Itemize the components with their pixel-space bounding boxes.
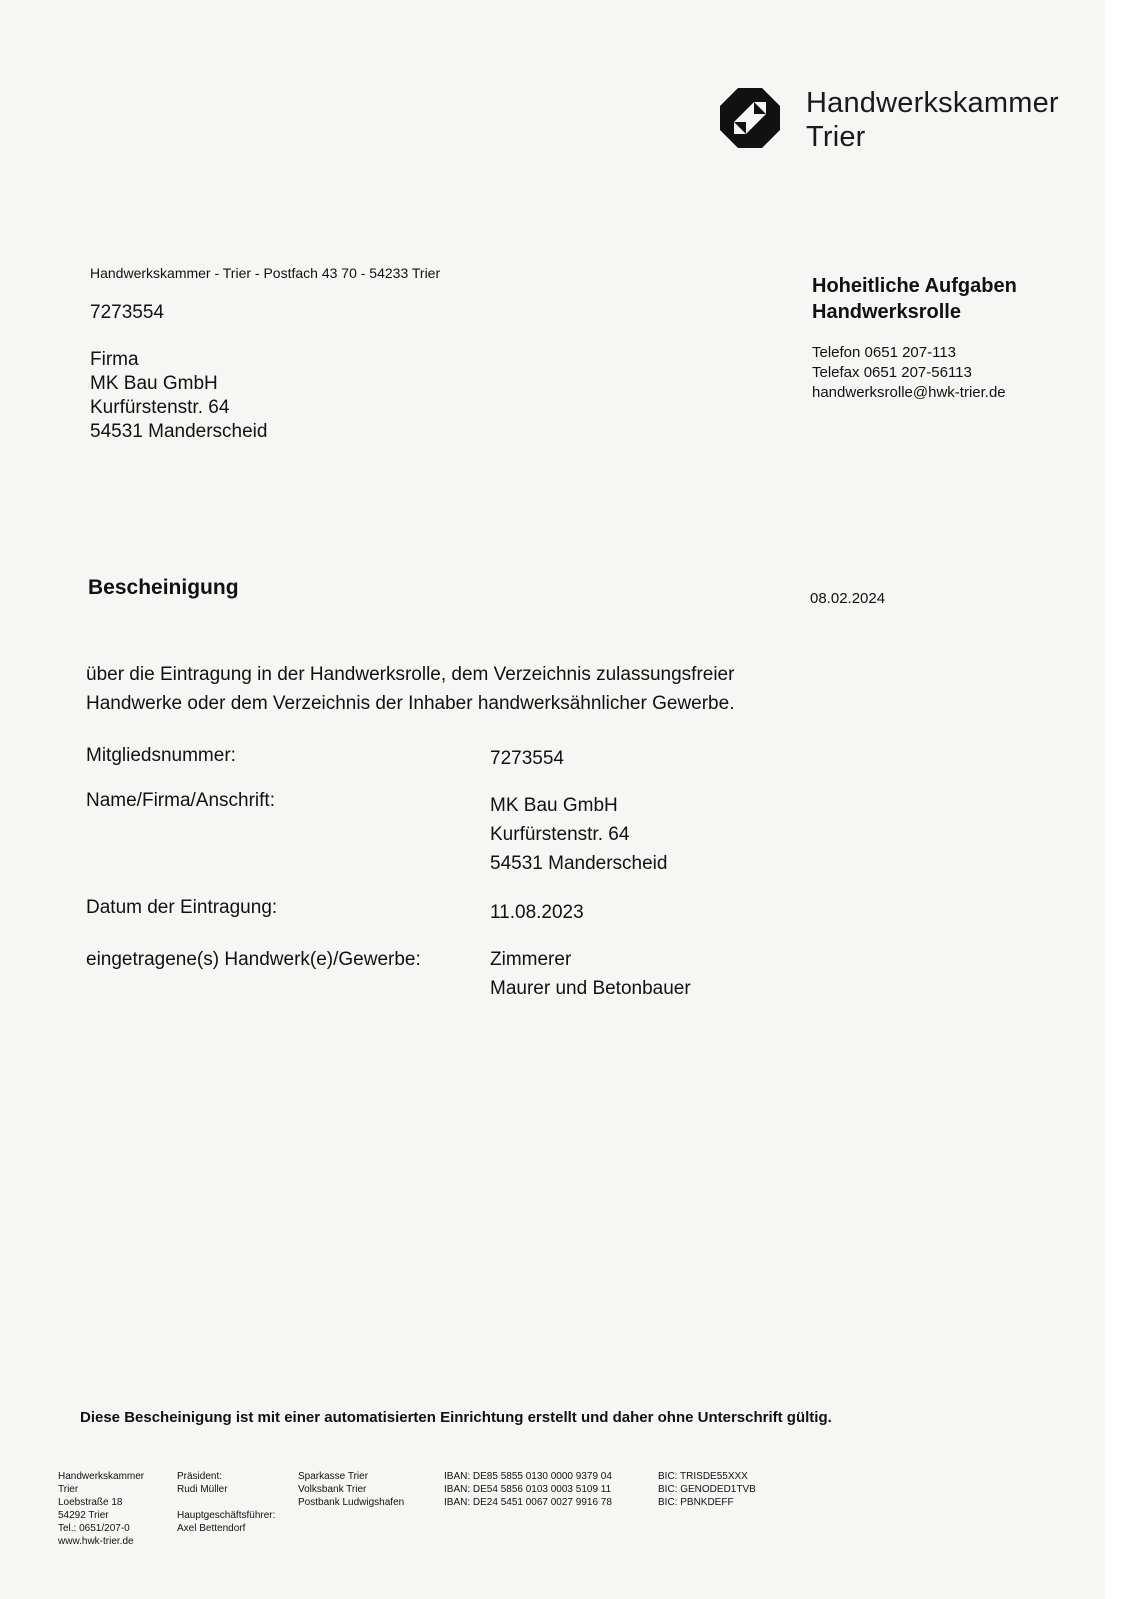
letterhead-name-line1: Handwerkskammer (806, 87, 1059, 119)
footer-line: Trier (58, 1484, 79, 1495)
recipient-line: 54531 Manderscheid (90, 421, 268, 442)
page-edge (1105, 0, 1131, 1599)
member-number-value: 7273554 (490, 748, 564, 769)
recipient-line: Firma (90, 349, 139, 370)
registration-date-value: 11.08.2023 (490, 902, 584, 923)
name-address-line: Kurfürstenstr. 64 (490, 824, 630, 845)
department-line2: Handwerksrolle (812, 301, 961, 323)
recipient-line: MK Bau GmbH (90, 373, 218, 394)
footer-bics (658, 1470, 756, 1509)
footer-line: Axel Bettendorf (177, 1523, 246, 1534)
trades-label: eingetragene(s) Handwerk(e)/Gewerbe: (86, 949, 421, 970)
recipient-line: Kurfürstenstr. 64 (90, 397, 230, 418)
letterhead-name (806, 86, 1059, 154)
hwk-octagon-logo-icon (720, 88, 780, 148)
footer-line: www.hwk-trier.de (58, 1536, 134, 1547)
name-address-value (490, 791, 667, 878)
footer-line: BIC: PBNKDEFF (658, 1497, 734, 1508)
contact-email: handwerksrolle@hwk-trier.de (812, 384, 1006, 401)
intro-line: über die Eintragung in der Handwerksrolle, dem Verzeichnis zulassungsfreier (86, 664, 735, 685)
intro-line: Handwerke oder dem Verzeichnis der Inhaber handwerksähnlicher Gewerbe. (86, 693, 735, 714)
recipient-address (90, 348, 267, 444)
name-address-line: MK Bau GmbH (490, 795, 618, 816)
footer-line: Tel.: 0651/207-0 (58, 1523, 130, 1534)
trade-item: Zimmerer (490, 949, 572, 970)
contact-phone: Telefon 0651 207-113 (812, 344, 957, 361)
contact-block (812, 343, 1006, 403)
footer-people (177, 1470, 275, 1535)
trade-item: Maurer und Betonbauer (490, 978, 691, 999)
member-number-label: Mitgliedsnummer: (86, 745, 236, 766)
footer-line: Handwerkskammer (58, 1471, 145, 1482)
footer-ibans (444, 1470, 612, 1509)
footer-line: Loebstraße 18 (58, 1497, 123, 1508)
sender-return-address: Handwerkskammer - Trier - Postfach 43 70 - 54233 Trier (90, 265, 441, 281)
document-title: Bescheinigung (88, 576, 239, 599)
department-line1: Hoheitliche Aufgaben (812, 275, 1017, 297)
department-heading (812, 273, 1017, 325)
footer-line: Rudi Müller (177, 1484, 228, 1495)
footer-line (177, 1496, 275, 1509)
document-date: 08.02.2024 (810, 590, 886, 607)
trades-value (490, 945, 691, 1003)
footer-line: Volksbank Trier (298, 1484, 367, 1495)
footer-line: BIC: GENODED1TVB (658, 1484, 756, 1495)
footer-line: Sparkasse Trier (298, 1471, 369, 1482)
footer-banks (298, 1470, 404, 1509)
footer-line: Postbank Ludwigshafen (298, 1497, 405, 1508)
document-intro (86, 660, 846, 718)
validity-notice: Diese Bescheinigung ist mit einer automatisierten Einrichtung erstellt und daher ohne Unterschrift gültig. (80, 1409, 832, 1426)
footer-line: IBAN: DE24 5451 0067 0027 9916 78 (444, 1497, 612, 1508)
footer-line: Hauptgeschäftsführer: (177, 1510, 276, 1521)
footer-line: BIC: TRISDE55XXX (658, 1471, 748, 1482)
footer-org-address (58, 1470, 144, 1548)
letterhead-name-line2: Trier (806, 121, 866, 153)
contact-fax: Telefax 0651 207-56113 (812, 364, 972, 381)
footer-line: 54292 Trier (58, 1510, 109, 1521)
name-address-line: 54531 Manderscheid (490, 853, 668, 874)
name-address-label: Name/Firma/Anschrift: (86, 790, 275, 811)
registration-date-label: Datum der Eintragung: (86, 897, 278, 918)
footer-line: Präsident: (177, 1471, 223, 1482)
footer-line: IBAN: DE85 5855 0130 0000 9379 04 (444, 1471, 612, 1482)
footer-line: IBAN: DE54 5856 0103 0003 5109 11 (444, 1484, 612, 1495)
recipient-id: 7273554 (90, 302, 164, 323)
